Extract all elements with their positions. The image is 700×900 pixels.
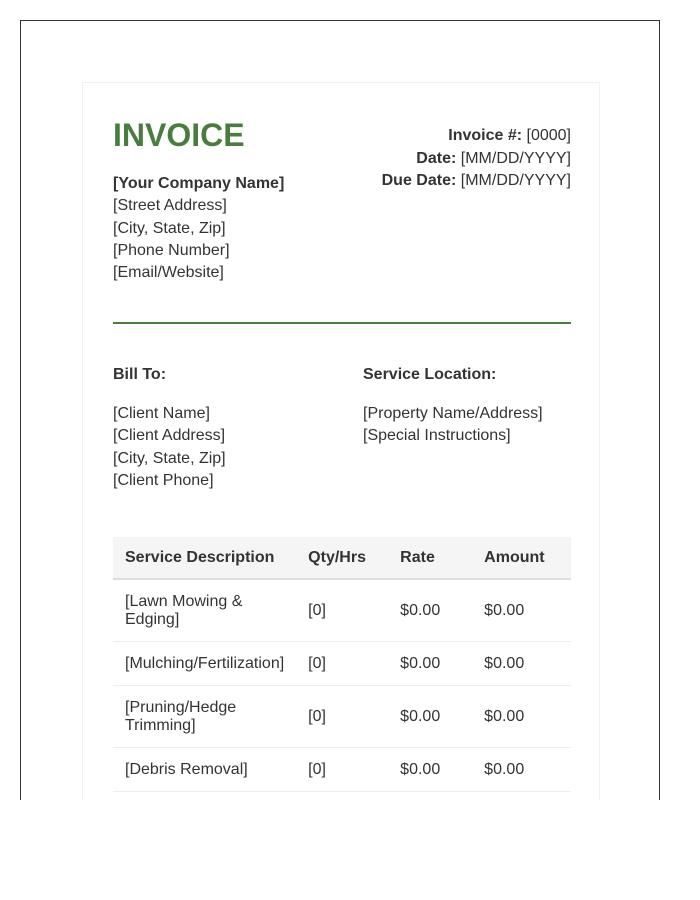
header-service-description: Service Description — [113, 537, 296, 579]
company-name: [Your Company Name] — [113, 175, 285, 192]
invoice-title: INVOICE — [113, 117, 245, 153]
invoice-content — [113, 117, 571, 778]
invoice-sheet — [82, 82, 600, 800]
services-table — [113, 537, 571, 792]
client-name: [Client Name] — [113, 405, 210, 422]
invoice-due-row — [382, 170, 571, 193]
table-row — [113, 579, 571, 642]
company-city: [City, State, Zip] — [113, 219, 226, 237]
service-amount: $0.00 — [472, 579, 571, 642]
bill-to-block — [113, 365, 353, 492]
invoice-number-row — [382, 125, 571, 148]
service-location-heading: Service Location: — [363, 366, 497, 383]
company-phone: [Phone Number] — [113, 241, 230, 259]
service-qty: [0] — [296, 748, 388, 792]
client-city: [City, State, Zip] — [113, 449, 226, 467]
service-description: [Pruning/Hedge Trimming] — [113, 686, 296, 748]
invoice-date-label: Date: — [416, 149, 457, 167]
table-row — [113, 748, 571, 792]
service-description: [Mulching/Fertilization] — [113, 642, 296, 686]
service-rate: $0.00 — [388, 748, 472, 792]
service-qty: [0] — [296, 686, 388, 748]
service-rate: $0.00 — [388, 642, 472, 686]
service-rate: $0.00 — [388, 579, 472, 642]
header-qty-hrs: Qty/Hrs — [296, 537, 388, 579]
client-phone: [Client Phone] — [113, 471, 214, 489]
client-address: [Client Address] — [113, 427, 226, 445]
invoice-date-row — [382, 148, 571, 171]
service-qty: [0] — [296, 642, 388, 686]
service-amount: $0.00 — [472, 686, 571, 748]
company-street: [Street Address] — [113, 197, 227, 215]
special-instructions: [Special Instructions] — [363, 427, 511, 445]
invoice-number-label: Invoice #: — [448, 127, 523, 144]
service-description: [Lawn Mowing & Edging] — [113, 579, 296, 642]
company-info — [113, 173, 284, 284]
property-address: [Property Name/Address] — [363, 405, 543, 422]
header-divider — [113, 322, 571, 324]
invoice-header — [113, 117, 571, 323]
table-header-row — [113, 537, 571, 579]
header-rate: Rate — [388, 537, 472, 579]
table-row — [113, 642, 571, 686]
invoice-meta — [382, 125, 571, 193]
service-amount: $0.00 — [472, 748, 571, 792]
service-amount: $0.00 — [472, 642, 571, 686]
invoice-date-value: [MM/DD/YYYY] — [460, 149, 571, 167]
service-rate: $0.00 — [388, 686, 472, 748]
service-description: [Debris Removal] — [113, 748, 296, 792]
invoice-due-label: Due Date: — [381, 172, 457, 189]
page-frame — [20, 20, 660, 800]
company-email: [Email/Website] — [113, 264, 224, 282]
service-location-block — [363, 365, 583, 448]
invoice-number-value: [0000] — [526, 127, 571, 144]
invoice-due-value: [MM/DD/YYYY] — [460, 172, 571, 189]
bill-to-heading: Bill To: — [113, 366, 167, 383]
table-row — [113, 686, 571, 748]
header-amount: Amount — [472, 537, 571, 579]
service-qty: [0] — [296, 579, 388, 642]
